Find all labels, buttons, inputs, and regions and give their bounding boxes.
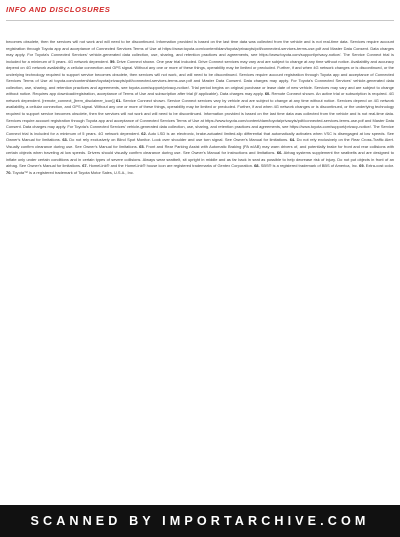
disclosure-text: HomeLink® and the HomeLink® house icon are registered trademarks of Gentex Corporation. — [87, 163, 255, 169]
disclosure-text: Extra-cost color. — [364, 163, 394, 169]
footnote-number: 61. — [116, 97, 122, 103]
disclosure-text: Airbag systems supplement the seatbelts and are designed to inflate only under certain conditions and in certain types of severe collisions. Always wear seatbelt, sit upright in middle and as far back in seat as possible to help decrease risk of injury. Do not put objects in front of an airbag. See Owner's Manual for limitations. — [6, 150, 394, 169]
footnote-number: 60. — [264, 91, 271, 97]
scan-watermark-text: SCANNED BY IMPORTARCHIVE.COM — [30, 514, 370, 528]
disclosure-text: Toyota™ is a registered trademark of Toyota Motor Sales, U.S.A., Inc. — [11, 169, 134, 175]
disclosure-text: Remote Connect shown. An active trial or subscription is required. 4G network dependent. [remote_connect_{trem_disclaimer_icon}] — [6, 91, 394, 103]
page-title: INFO AND DISCLOSURES — [6, 5, 111, 14]
footnote-number: 70. — [6, 169, 12, 175]
disclosure-paragraph — [6, 39, 394, 176]
footnote-number: 64. — [289, 137, 296, 143]
header-divider — [6, 20, 394, 21]
disclosure-text: Drive Connect shown. One year trial included. Drive Connect services may vary and are subject to change at any time without notice. Availability and accuracy depend on 4G network availability, a cellular connection and GPS signal. Without any one or more of these things, operability may be limited or precluded. Further, if and when 4G network changes or is discontinued, or the underlying technology required to support service becomes obsolete, then services will not work, and will need to be discontinued. Services require account registration through Toyota app and acceptance of Connected Services Terms of Use at toyota.com/content/dam/toyota/privacyts/pdf/connected-services-terms-use.pdf and Master Data Consent. Data charges may apply. For Toyota's Connected Services' vehicle-generated data collection, use, sharing, and retention practices and agreements, see toyota.com/support/privacy-notice/. Trial period begins on original purchase or lease date of new vehicle. Services may vary and are subject to change without notice. Requires app download/registration, acceptance of Terms of Use and subscription after trial (if applicable). Data charges may apply. — [6, 58, 394, 97]
footnote-number: 68. — [254, 163, 260, 169]
scan-watermark-band — [0, 505, 400, 537]
footnote-number: 62. — [141, 130, 147, 136]
footnote-number: 69. — [359, 163, 365, 169]
footnote-number: 65. — [139, 143, 145, 149]
disclosure-text: becomes obsolete, then the services will not work and will need to be discontinued. Information provided is based on the last time data was collected from the vehicle and is not real-time data. Services require account registration through Toyota app and acceptance of Connected Services Terms of Use at https://www.toyota.com/content/dam/toyota/privacyts/pdf/connected-services-terms-use.pdf and Master Data Consent. Data charges may apply. For Toyota's Connected Services' vehicle-generated data collection, use, sharing, and retention practices and agreements, see https://www.toyota.com/support/privacy-notice/. The Service Connect trial is included for a minimum of 5 years. 4G network dependent. — [6, 39, 394, 64]
footnote-number: 66. — [276, 150, 283, 156]
disclosure-text: Auto LSD is an electronic, brake-actuated limited-slip differential that automatically activates when VSC is disengaged at low speeds. See Owner's Manual for limitations. — [6, 130, 394, 143]
footnote-number: 59. — [110, 58, 116, 64]
disclosure-text: SBS® is a registered trademark of BBS of America, Inc. — [259, 163, 360, 169]
footnote-number: 67. — [82, 163, 88, 169]
disclosure-text: Service Connect shown. Service Connect services vary by vehicle and are subject to change at any time without notice. Services depend on 4G network availability, a cellular connection, and GPS signal. Without any one or more of these things, operability may be limited or precluded. Further, if and when 4G network changes or is discontinued, or the underlying technology required to support service becomes obsolete, then the services will not work and will need to be discontinued. Information provided is based on the last time data was collected from the vehicle and is not real-time data. Services require account registration through Toyota app and acceptance of Connected Services Terms of Use at https://www.toyota.com/content/dam/toyota/privacyts/pdf/connected-services-terms-use.pdf and Master Data Consent. Data charges may apply. For Toyota's Connected Services' vehicle-generated data collection, use, sharing, and retention practices and agreements, see https://www.toyota.com/support/privacy-notice/. The Service Connect trial is included for a minimum of 5 years. 4G network dependent. — [6, 97, 394, 136]
disclosure-text: Do not rely exclusively on the Rear Cross-Traffic Alert. Visually confirm clearance during use. See Owner's Manual for limitations. — [6, 137, 394, 149]
disclosure-text: Do not rely exclusively on Blind Spot Monitor. Look over shoulder and use turn signal. See Owner's Manual for limitations. — [67, 137, 290, 143]
footnote-number: 63. — [62, 137, 68, 143]
page-header — [6, 5, 394, 21]
disclosure-text: Front and Rear Parking Assist with Automatic Braking (PA w/AB) may warn drivers of, and potentially brake for front and rear collisions with certain objects when traveling at low speeds. Drivers should visually confirm clearance during use. See Owner's Manual for instructions and limitations. — [6, 143, 394, 156]
